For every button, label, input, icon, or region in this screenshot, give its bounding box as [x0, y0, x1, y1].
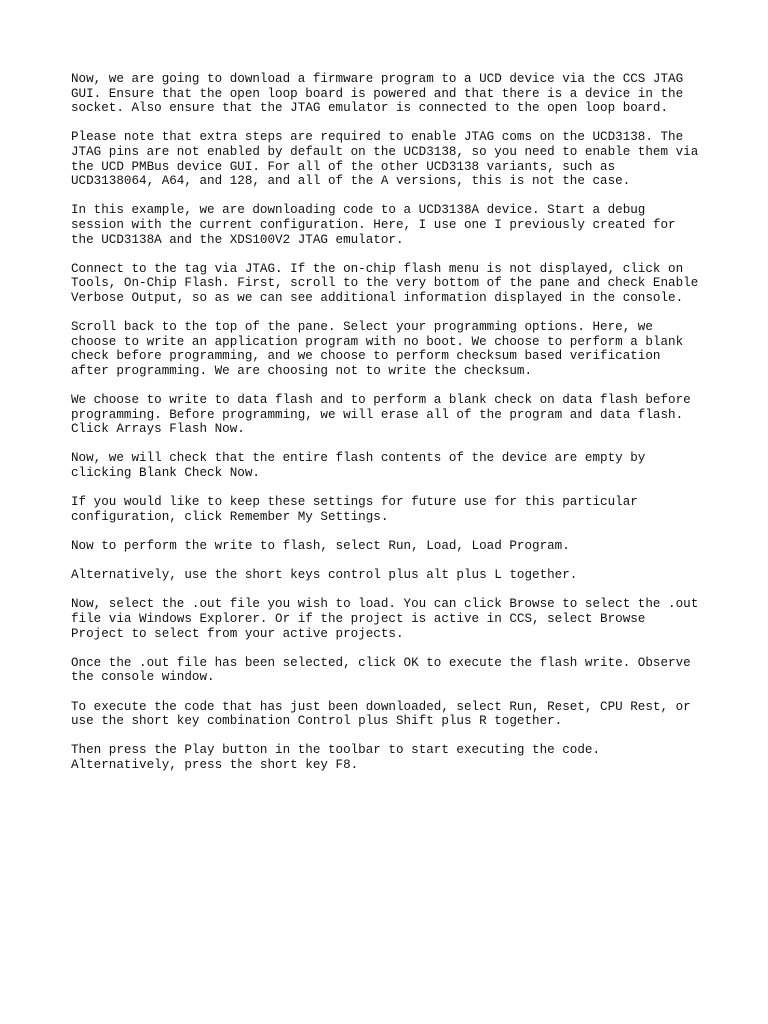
- paragraph: In this example, we are downloading code to a UCD3138A device. Start a debug session with the current configuration. Here, I use one I previously created for the UCD3138A and the XDS100V2 JTAG emulator.: [71, 203, 676, 247]
- paragraph: If you would like to keep these settings for future use for this particular configuration, click Remember My Settings.: [71, 495, 638, 524]
- paragraph: Now, we are going to download a firmware program to a UCD device via the CCS JTAG GUI. Ensure that the open loop board is powered and that there is a device in the socket. Also ensure that the JTAG emulator is connected to the open loop board.: [71, 72, 684, 116]
- paragraph: Now, select the .out file you wish to load. You can click Browse to select the .out file via Windows Explorer. Or if the project is active in CCS, select Browse Project to select from your active projects.: [71, 597, 699, 641]
- paragraph: Connect to the tag via JTAG. If the on-chip flash menu is not displayed, click on Tools, On-Chip Flash. First, scroll to the very bottom of the pane and check Enable Verbose Output, so as we can see additional information displayed in the console.: [71, 261, 699, 305]
- paragraph: We choose to write to data flash and to perform a blank check on data flash before programming. Before programming, we will erase all of the program and data flash. Click Arrays Flash Now.: [71, 393, 691, 437]
- paragraph: Alternatively, use the short keys control plus alt plus L together.: [71, 568, 578, 583]
- paragraph: Once the .out file has been selected, click OK to execute the flash write. Observe the console window.: [71, 655, 691, 685]
- paragraph: Scroll back to the top of the pane. Select your programming options. Here, we choose to write an application program with no boot. We choose to perform a blank check before programming, and we choose to perform checksum based verification after programming. We are choosing not to write the checksum.: [71, 320, 684, 378]
- paragraph: Then press the Play button in the toolbar to start executing the code. Alternatively, press the short key F8.: [71, 743, 601, 772]
- paragraph: Now, we will check that the entire flash contents of the device are empty by clicking Blank Check Now.: [71, 451, 646, 481]
- paragraph: To execute the code that has just been downloaded, select Run, Reset, CPU Rest, or use the short key combination Control plus Shift plus R together.: [71, 699, 691, 729]
- document-page: [71, 72, 711, 787]
- paragraph: Please note that extra steps are required to enable JTAG coms on the UCD3138. The JTAG pins are not enabled by default on the UCD3138, so you need to enable them via the UCD PMBus device GUI. For all of the other UCD3138 variants, such as UCD3138064, A64, and 128, and all of the A versions, this is not the case.: [71, 130, 699, 189]
- paragraph: Now to perform the write to flash, select Run, Load, Load Program.: [71, 539, 570, 553]
